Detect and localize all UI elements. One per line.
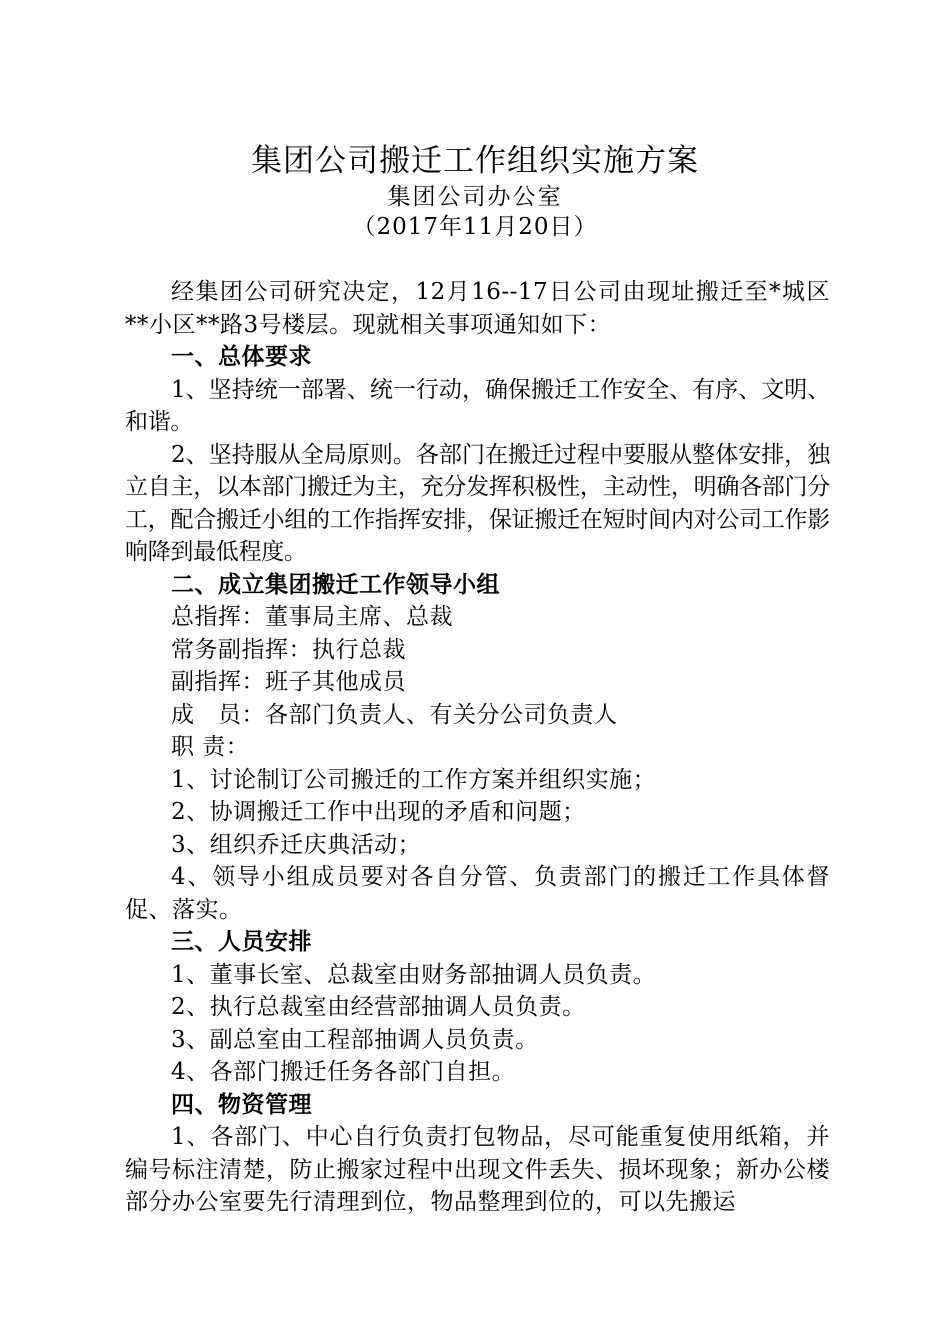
paragraph: 常务副指挥：执行总裁 bbox=[171, 636, 406, 663]
paragraph: 4、各部门搬迁任务各部门自担。 bbox=[171, 1059, 516, 1085]
paragraph: 4、领导小组成员要对各自分管、负责部门的搬迁工作具体督促、落实。 bbox=[125, 864, 830, 923]
intro-paragraph: 经集团公司研究决定，12月16--17日公司由现址搬迁至*城区**小区**路3号楼层。现就相关事项通知如下： bbox=[125, 279, 830, 338]
paragraph: 1、各部门、中心自行负责打包物品，尽可能重复使用纸箱，并编号标注清楚，防止搬家过程中出现文件丢失、损坏现象；新办公楼部分办公室要先行清理到位，物品整理到位的，可以先搬运 bbox=[125, 1124, 830, 1215]
document-author: 集团公司办公室 bbox=[387, 184, 563, 210]
paragraph: 1、讨论制订公司搬迁的工作方案并组织实施； bbox=[171, 766, 657, 793]
section-heading: 三、人员安排 bbox=[171, 929, 312, 955]
paragraph: 副指挥：班子其他成员 bbox=[171, 669, 406, 695]
paragraph: 3、副总室由工程部抽调人员负责。 bbox=[171, 1026, 539, 1053]
document-body bbox=[125, 276, 830, 1219]
paragraph: 成 员：各部门负责人、有关分公司负责人 bbox=[171, 701, 618, 728]
paragraph: 2、坚持服从全局原则。各部门在搬迁过程中要服从整体安排，独立自主，以本部门搬迁为主，充分发挥积极性，主动性，明确各部门分工，配合搬迁小组的工作指挥安排，保证搬迁在短时间内对公司工作影响降到最低程度。 bbox=[125, 441, 830, 565]
section-heading: 一、总体要求 bbox=[171, 344, 312, 370]
section-heading: 二、成立集团搬迁工作领导小组 bbox=[171, 571, 500, 598]
paragraph: 2、协调搬迁工作中出现的矛盾和问题； bbox=[171, 799, 586, 825]
section-heading: 四、物资管理 bbox=[171, 1091, 312, 1118]
document-title: 集团公司搬迁工作组织实施方案 bbox=[251, 143, 699, 179]
paragraph: 1、董事长室、总裁室由财务部抽调人员负责。 bbox=[171, 961, 657, 988]
paragraph: 职 责： bbox=[171, 734, 250, 760]
paragraph: 总指挥：董事局主席、总裁 bbox=[171, 604, 453, 630]
paragraph: 2、执行总裁室由经营部抽调人员负责。 bbox=[171, 994, 586, 1020]
paragraph: 1、坚持统一部署、统一行动，确保搬迁工作安全、有序、文明、和谐。 bbox=[125, 376, 830, 435]
paragraph: 3、组织乔迁庆典活动； bbox=[171, 831, 422, 858]
document-date: （2017年11月20日） bbox=[352, 214, 598, 240]
